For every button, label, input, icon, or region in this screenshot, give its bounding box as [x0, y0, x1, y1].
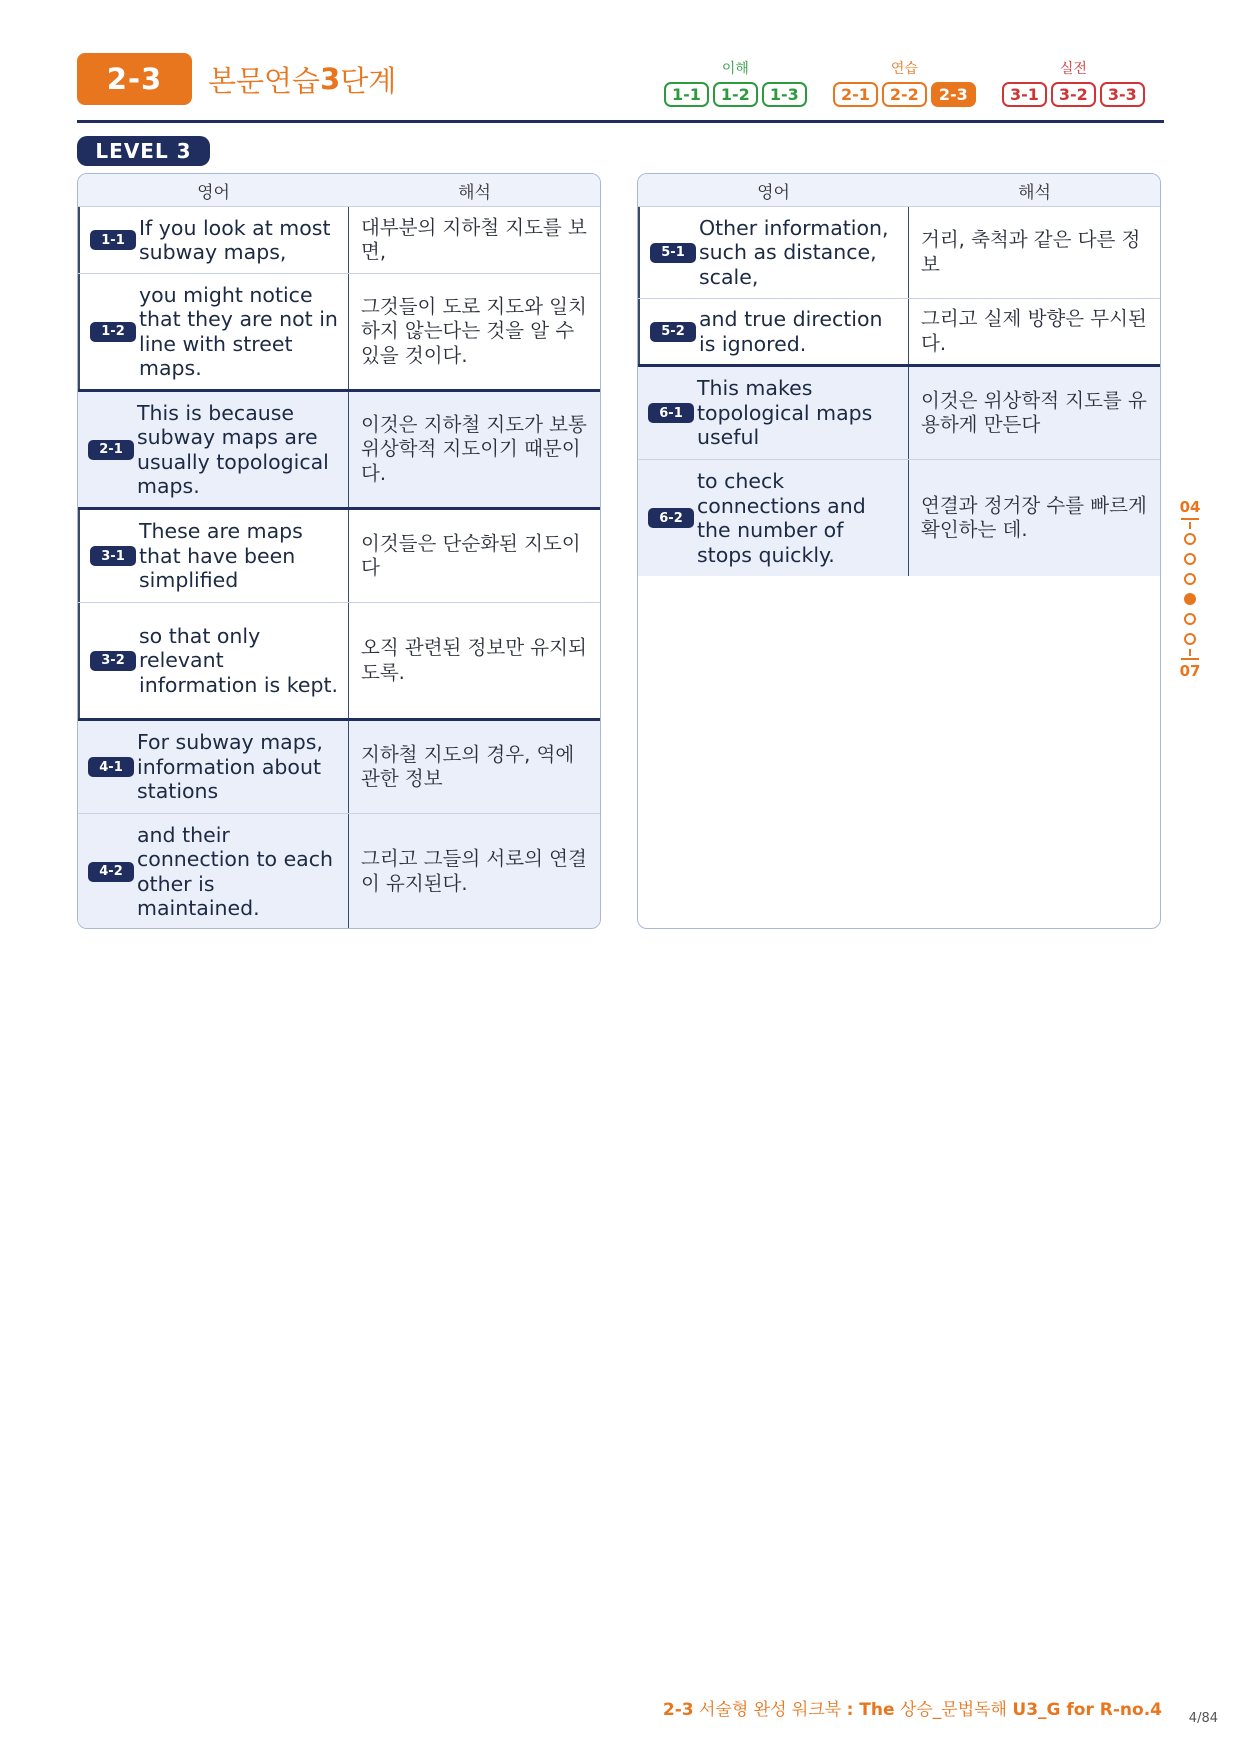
index-dot — [1184, 573, 1196, 585]
index-rule — [1181, 658, 1199, 660]
korean-translation: 그리고 실제 방향은 무시된다. — [921, 307, 1147, 355]
table-row — [638, 207, 1160, 299]
table-row — [638, 299, 1160, 367]
sentence-tag: 6-1 — [648, 403, 694, 423]
index-rule — [1189, 649, 1191, 656]
nav-step-2-3[interactable]: 2-3 — [931, 82, 976, 107]
table-header — [638, 174, 1160, 207]
footer-code: 2-3 — [662, 1700, 694, 1720]
nav-step-2-2[interactable]: 2-2 — [882, 82, 927, 107]
level-badge: LEVEL 3 — [77, 136, 210, 166]
korean-translation: 이것은 위상학적 지도를 유용하게 만든다 — [921, 388, 1147, 436]
korean-translation: 거리, 축척과 같은 다른 정보 — [921, 228, 1141, 276]
nav-group-real — [1002, 60, 1145, 107]
table-row — [638, 460, 1160, 576]
sentence-table-left — [77, 173, 601, 929]
sentence-tag: 1-2 — [90, 322, 136, 342]
nav-group-label: 이해 — [721, 61, 749, 77]
chapter-index — [1178, 498, 1202, 680]
title-prefix: 본문연습 — [208, 63, 321, 98]
table-row — [78, 721, 600, 814]
index-dot — [1184, 613, 1196, 625]
sentence-tag: 2-1 — [88, 440, 134, 460]
nav-step-3-3[interactable]: 3-3 — [1100, 82, 1145, 107]
korean-translation: 지하철 지도의 경우, 역에 관한 정보 — [361, 742, 575, 790]
korean-translation: 이것은 지하철 지도가 보통 위상학적 지도이기 때문이다. — [361, 412, 587, 485]
nav-group-understanding — [664, 60, 807, 107]
page-title — [208, 56, 396, 102]
chapter-index-end: 07 — [1179, 662, 1201, 680]
footer-text: 서술형 완성 워크북 — [693, 1700, 847, 1720]
index-dot — [1184, 553, 1196, 565]
table-row — [78, 274, 600, 392]
korean-translation: 그것들이 도로 지도와 일치하지 않는다는 것을 알 수 있을 것이다. — [361, 294, 587, 367]
title-number: 3 — [320, 62, 341, 96]
table-row — [78, 510, 600, 603]
nav-group-label: 실전 — [1059, 61, 1087, 77]
korean-translation: 그리고 그들의 서로의 연결이 유지된다. — [361, 847, 587, 895]
table-row — [638, 367, 1160, 460]
table-row — [78, 207, 600, 274]
nav-step-2-1[interactable]: 2-1 — [833, 82, 878, 107]
column-english: 영어 — [757, 182, 790, 203]
sentence-table-right — [637, 173, 1161, 929]
column-english: 영어 — [197, 182, 230, 203]
sentence-tag: 5-2 — [650, 322, 696, 342]
english-sentence: to check connections and the number of stops quickly. — [697, 469, 866, 567]
english-sentence: These are maps that have been simplified — [139, 519, 303, 593]
nav-group-practice — [833, 60, 976, 107]
section-badge: 2-3 — [77, 53, 192, 105]
footer-bold: : The — [846, 1700, 895, 1720]
korean-translation: 대부분의 지하철 지도를 보면, — [361, 215, 587, 263]
table-row — [78, 603, 600, 721]
sentence-tag: 3-2 — [90, 651, 136, 671]
english-sentence: and true direction is ignored. — [699, 307, 883, 356]
nav-step-1-1[interactable]: 1-1 — [664, 82, 709, 107]
chapter-index-start: 04 — [1179, 498, 1201, 516]
index-dot — [1184, 633, 1196, 645]
sentence-tag: 6-2 — [648, 508, 694, 528]
sentence-tag: 5-1 — [650, 243, 696, 263]
english-sentence: For subway maps, information about stations — [137, 730, 323, 804]
index-rule — [1189, 522, 1191, 529]
nav-step-3-2[interactable]: 3-2 — [1051, 82, 1096, 107]
sentence-tag: 1-1 — [90, 230, 136, 250]
korean-translation: 연결과 정거장 수를 빠르게 확인하는 데. — [921, 493, 1147, 541]
footer-bold: U3_G for R-no.4 — [1012, 1700, 1162, 1720]
nav-step-1-2[interactable]: 1-2 — [713, 82, 758, 107]
nav-step-3-1[interactable]: 3-1 — [1002, 82, 1047, 107]
index-dot-current — [1184, 593, 1196, 605]
korean-translation: 오직 관련된 정보만 유지되도록. — [361, 636, 587, 684]
column-korean: 해석 — [1018, 182, 1051, 203]
english-sentence: Other information, such as distance, scale, — [699, 215, 889, 289]
english-sentence: If you look at most subway maps, — [139, 215, 331, 264]
footer-title — [640, 1695, 1162, 1720]
index-rule — [1181, 518, 1199, 520]
english-sentence: so that only relevant information is kept. — [139, 623, 339, 697]
english-sentence: This is because subway maps are usually topological maps. — [137, 400, 329, 498]
page-number: 4/84 — [1188, 1711, 1218, 1726]
table-row — [78, 814, 600, 929]
korean-translation: 이것들은 단순화된 지도이다 — [361, 531, 581, 579]
title-suffix: 단계 — [340, 63, 397, 98]
column-korean: 해석 — [458, 182, 491, 203]
sentence-tag: 4-2 — [88, 862, 134, 882]
english-sentence: and their connection to each other is maintained. — [137, 822, 334, 920]
index-dot — [1184, 533, 1196, 545]
nav-group-label: 연습 — [890, 61, 918, 77]
table-header — [78, 174, 600, 207]
english-sentence: you might notice that they are not in line with street maps. — [139, 282, 338, 380]
table-row — [78, 392, 600, 510]
sentence-tag: 3-1 — [90, 546, 136, 566]
header-divider — [77, 120, 1164, 123]
english-sentence: This makes topological maps useful — [697, 376, 873, 450]
sentence-tag: 4-1 — [88, 757, 134, 777]
footer-text: 상승_문법독해 — [894, 1700, 1013, 1720]
nav-step-1-3[interactable]: 1-3 — [762, 82, 807, 107]
